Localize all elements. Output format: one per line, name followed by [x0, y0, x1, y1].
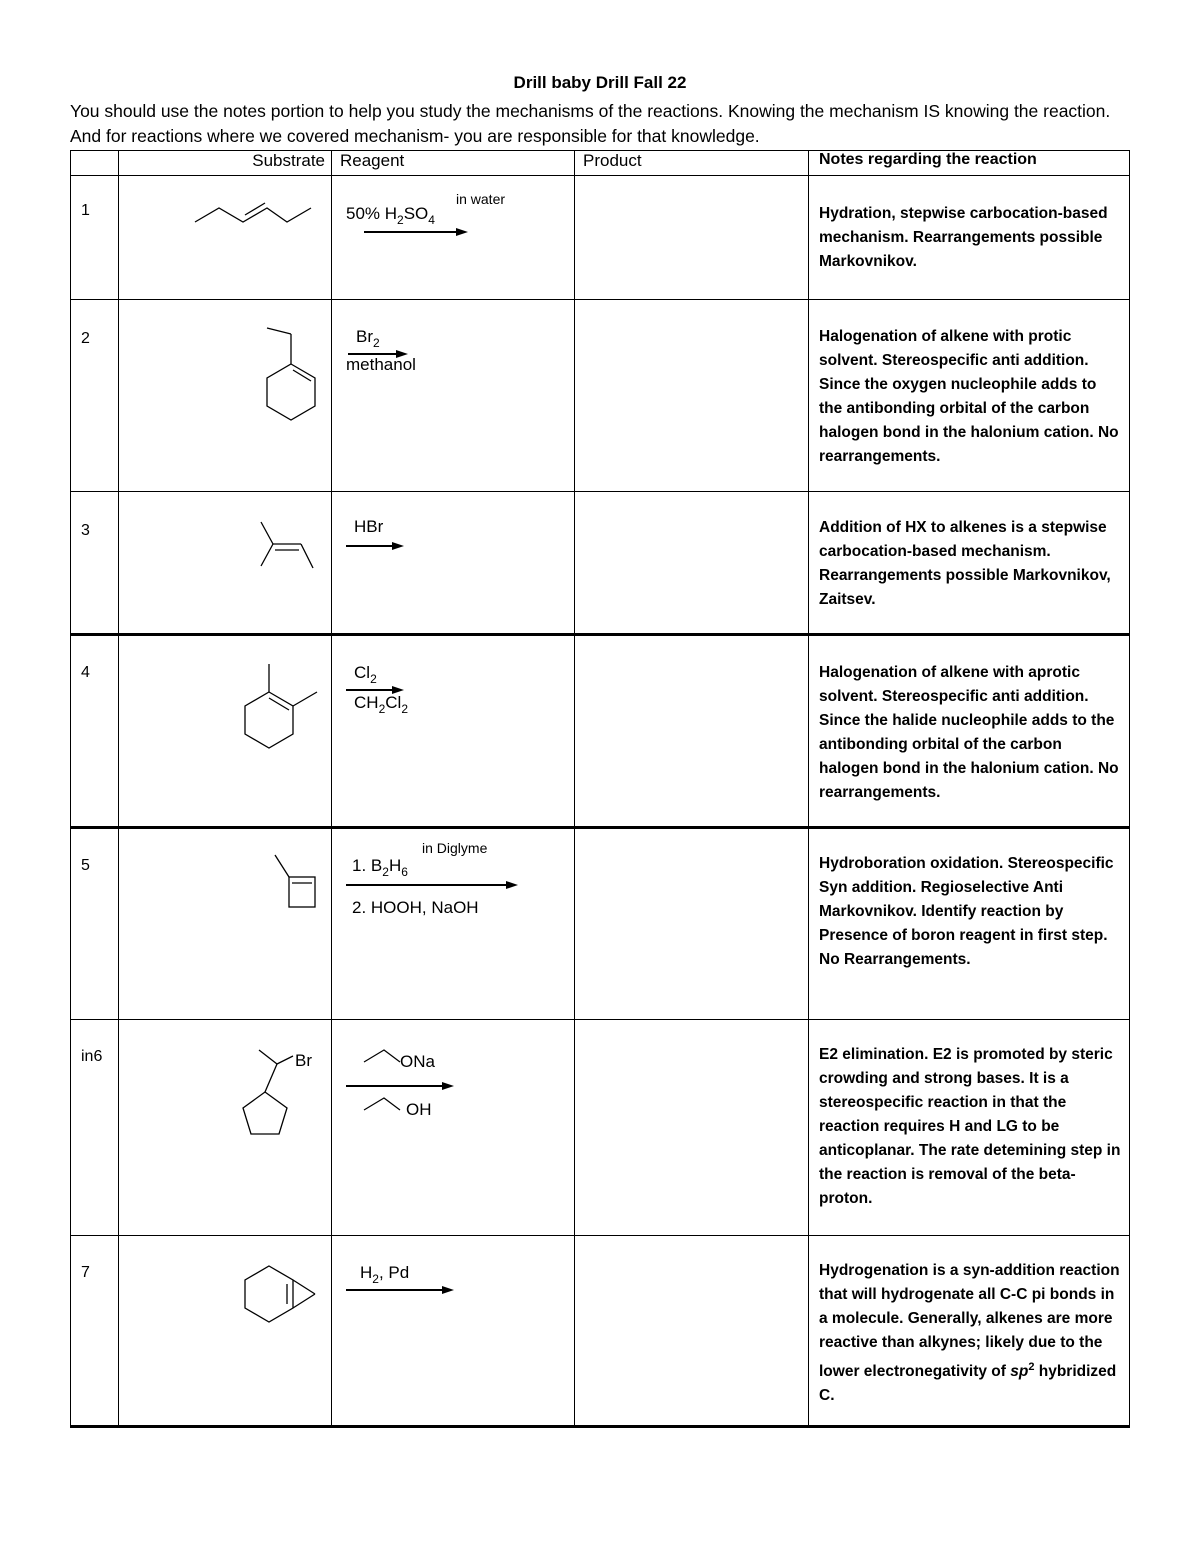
svg-text:Br2: $Br_2$ — [356, 327, 380, 350]
header-reagent: Reagent — [332, 151, 575, 176]
reagent-cell — [332, 176, 575, 300]
row-number: in6 — [71, 1020, 119, 1236]
intro-paragraph: You should use the notes portion to help you study the mechanisms of the reactions. Knowing the mechanism IS knowing the reaction. And for reactions where we covered mechanism- you are responsible for that knowledge. — [70, 101, 1111, 146]
row-number: 7 — [71, 1236, 119, 1427]
svg-text:ONa: ONa — [400, 1052, 435, 1071]
row-number: 4 — [71, 635, 119, 828]
svg-text:2. HOOH, NaOH: 2. HOOH, NaOH — [352, 898, 479, 917]
notes-cell: Hydroboration oxidation. Stereospecific Syn addition. Regioselective Anti Markovnikov. Identify reaction by Presence of boron reagent in first step. No Rearrangements. — [809, 828, 1130, 1020]
reagent-5 — [332, 829, 575, 1019]
product-cell[interactable] — [575, 828, 809, 1020]
table-row — [71, 300, 1130, 492]
row-number: 1 — [71, 176, 119, 300]
reagent-2 — [332, 300, 575, 490]
reagent-side-label: in Diglyme — [422, 840, 488, 856]
table-header-row — [71, 151, 1130, 176]
header-substrate: Substrate — [119, 151, 332, 176]
reagent-3 — [332, 492, 575, 633]
reaction-table — [70, 150, 1130, 1428]
notes-cell: Addition of HX to alkenes is a stepwise carbocation-based mechanism. Rearrangements possible Markovnikov, Zaitsev. — [809, 492, 1130, 635]
table-row — [71, 176, 1130, 300]
substrate-cell — [119, 492, 332, 635]
product-cell[interactable] — [575, 492, 809, 635]
product-cell[interactable] — [575, 300, 809, 492]
product-cell[interactable] — [575, 176, 809, 300]
reagent-cell — [332, 1020, 575, 1236]
reagent-6 — [332, 1020, 575, 1234]
product-cell[interactable] — [575, 635, 809, 828]
svg-text:H2, Pd: $H_2$, Pd — [360, 1263, 410, 1286]
substrate-cell — [119, 828, 332, 1020]
substrate-structure-2 — [119, 300, 332, 490]
reagent-7 — [332, 1236, 575, 1425]
row-number: 5 — [71, 828, 119, 1020]
table-row — [71, 1020, 1130, 1236]
svg-text:methanol: methanol — [346, 355, 416, 374]
substrate-cell — [119, 1020, 332, 1236]
substrate-structure-6 — [119, 1020, 332, 1234]
svg-text:OH: OH — [406, 1100, 432, 1119]
header-notes: Notes regarding the reaction — [809, 151, 1130, 176]
reagent-1 — [332, 176, 575, 298]
page-title: Drill baby Drill Fall 22 — [513, 73, 687, 92]
reagent-side-label: in water — [456, 191, 506, 207]
notes-cell: Halogenation of alkene with protic solvent. Stereospecific anti addition. Since the oxygen nucleophile adds to the antibonding orbital of the carbon halogen bond in the halonium cation. No rearrangements. — [809, 300, 1130, 492]
reagent-cell — [332, 635, 575, 828]
substrate-cell — [119, 1236, 332, 1427]
table-row — [71, 492, 1130, 635]
reagent-cell — [332, 300, 575, 492]
reagent-cell — [332, 492, 575, 635]
table-row — [71, 1236, 1130, 1427]
table-row — [71, 635, 1130, 828]
header-number — [71, 151, 119, 176]
product-cell[interactable] — [575, 1020, 809, 1236]
reagent-4 — [332, 636, 575, 826]
substrate-structure-7 — [119, 1236, 332, 1425]
header-product: Product — [575, 151, 809, 176]
notes-cell: Hydrogenation is a syn-addition reaction that will hydrogenate all C-C pi bonds in a molecule. Generally, alkenes are more reactive than alkynes; likely due to the lower electronegativity of $sp^2$ hybridized C. — [809, 1236, 1130, 1427]
substrate-structure-1 — [119, 176, 332, 298]
row-number: 2 — [71, 300, 119, 492]
svg-text:CH2Cl2: $CH_2Cl_2$ — [354, 693, 408, 716]
substrate-structure-5 — [119, 829, 332, 1019]
substrate-structure-4 — [119, 636, 332, 826]
substrate-structure-3 — [119, 492, 332, 633]
notes-cell: Hydration, stepwise carbocation-based mechanism. Rearrangements possible Markovnikov. — [809, 176, 1130, 300]
notes-cell: E2 elimination. E2 is promoted by steric crowding and strong bases. It is a stereospecific reaction in that the reaction requires H and LG to be anticoplanar. The rate detemining step in the reaction is removal of the beta-proton. — [809, 1020, 1130, 1236]
svg-text:Cl2: $Cl_2$ — [354, 663, 377, 686]
substrate-cell — [119, 635, 332, 828]
svg-text:Br: Br — [295, 1051, 312, 1070]
svg-text:1. B2H6: 1. $B_2H_6$ — [352, 856, 408, 879]
substrate-cell — [119, 300, 332, 492]
product-cell[interactable] — [575, 1236, 809, 1427]
reagent-cell — [332, 1236, 575, 1427]
row-number: 3 — [71, 492, 119, 635]
substrate-cell — [119, 176, 332, 300]
notes-cell: Halogenation of alkene with aprotic solvent. Stereospecific anti addition. Since the halide nucleophile adds to the antibonding orbital of the carbon halogen bond in the halonium cation. No rearrangements. — [809, 635, 1130, 828]
reagent-cell — [332, 828, 575, 1020]
table-row — [71, 828, 1130, 1020]
svg-text:HBr: HBr — [354, 517, 384, 536]
svg-text:50% H2SO4: 50% $H_2SO_4$ — [346, 204, 435, 227]
